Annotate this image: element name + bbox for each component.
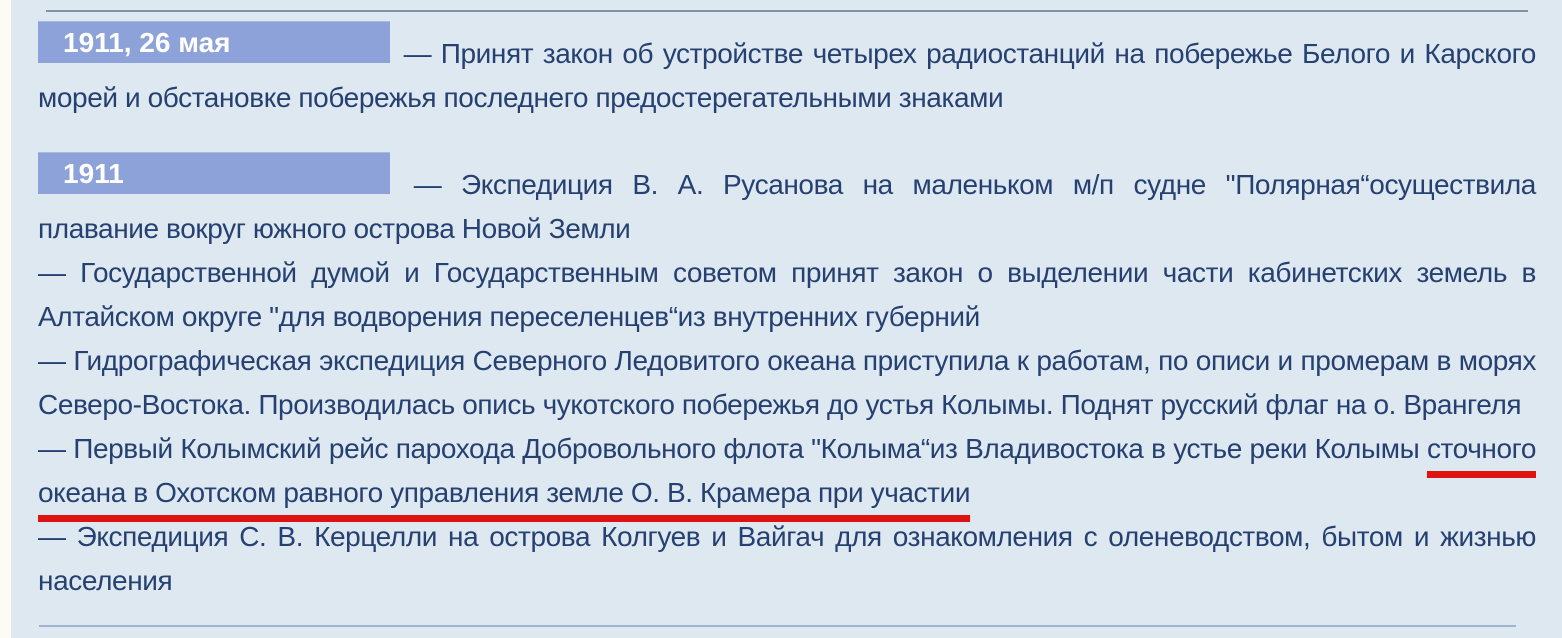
timeline-entry-1911-may-26 [38,21,1536,120]
top-divider [46,10,1528,12]
date-badge: 1911, 26 мая [38,21,390,63]
entry-text: — Принят закон об устройстве четырех радиостанций на побережье Белого и Карского морей и обстановке побережья последнего предостерегательными знаками [38,38,1536,113]
timeline-content [11,0,1562,638]
red-underlined-text: сточного океана в Охотском равного управления земле О. В. Крамера при участии [38,433,1536,508]
entry-paragraph [38,152,1536,251]
entry-paragraph [38,251,1536,339]
entry-paragraph [38,21,1536,120]
entry-text: — Экспедиция С. В. Керцелли на острова Колгуев и Вайгач для ознакомления с оленеводством, бытом и жизнью населения [38,521,1536,596]
entry-paragraph [38,515,1536,603]
timeline-entry-1911 [38,152,1536,603]
entry-paragraph [38,427,1536,515]
entry-text: — Гидрографическая экспедиция Северного Ледовитого океана приступила к работам, по описи и промерам в морях Северо-Востока. Производилась опись чукотского побережья до устья Колымы. Поднят русский флаг на о. Врангеля [38,345,1536,420]
bottom-divider [39,625,1516,627]
entry-text: — Первый Колымский рейс парохода Добровольного флота "Колыма“из Владивостока в устье реки Колымы [38,433,1427,464]
entry-text: — Экспедиция В. А. Русанова на маленьком м/п судне "Полярная“осуществила плавание вокруг южного острова Новой Земли [38,169,1536,244]
entry-paragraph [38,339,1536,427]
entry-text: — Государственной думой и Государственным советом принят закон о выделении части кабинетских земель в Алтайском округе "для водворения переселенцев“из внутренних губерний [38,257,1536,332]
date-badge: 1911 [38,152,390,194]
page-left-margin [0,0,11,638]
